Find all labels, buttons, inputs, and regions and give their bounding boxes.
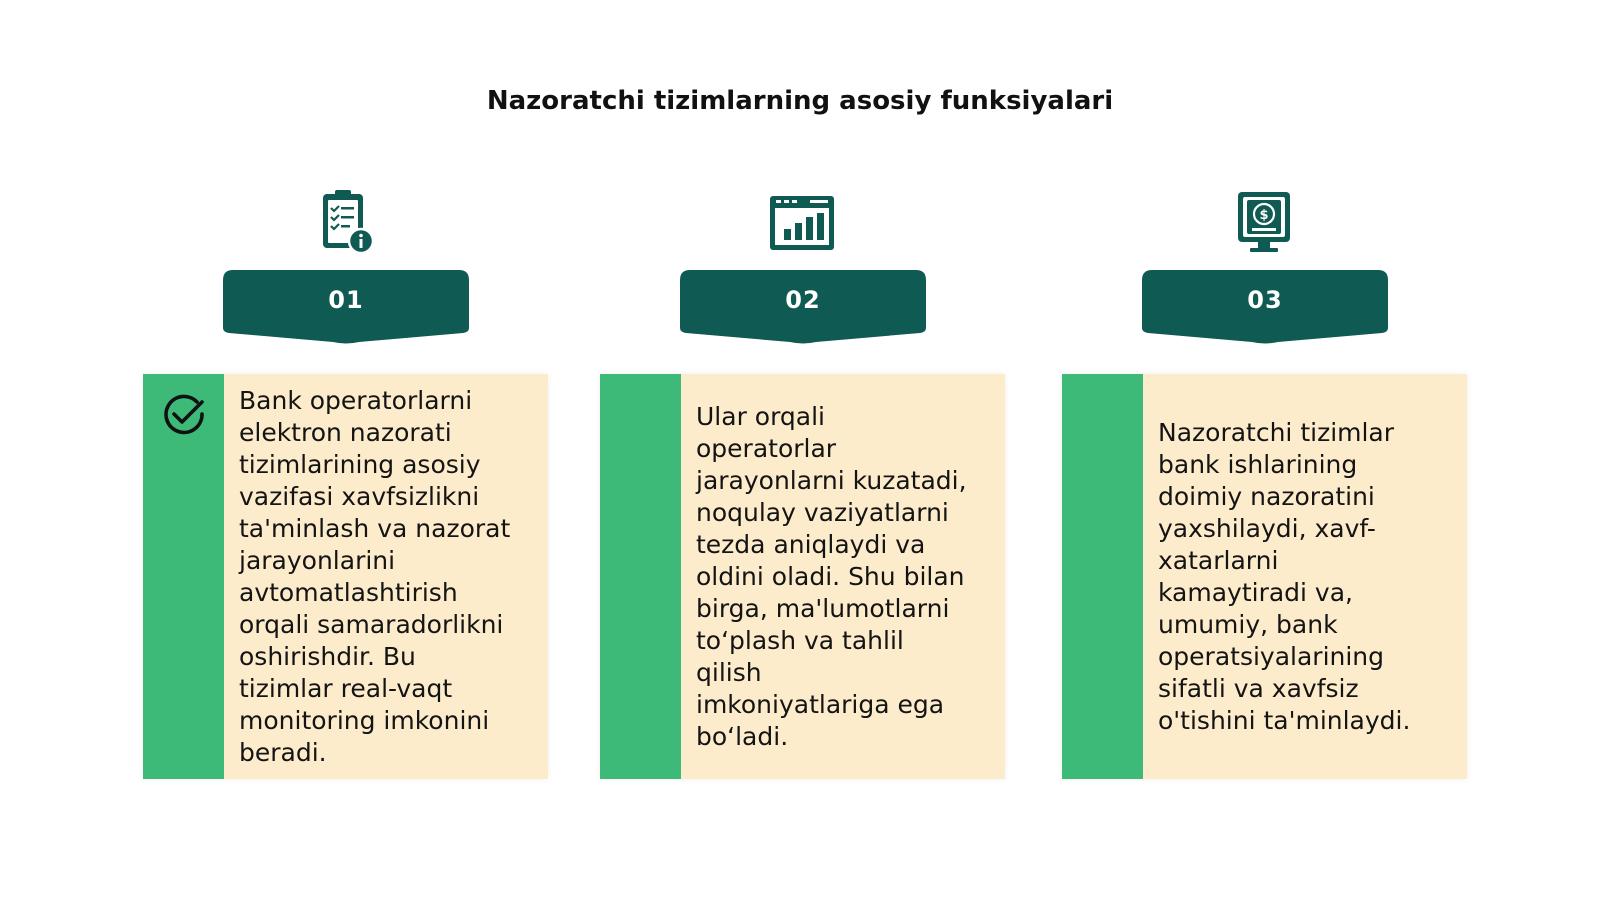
description-text: Nazoratchi tizimlar bank ishlarining doimiy nazoratini yaxshilaydi, xavf- xatarlarni kamaytiradi va, umumiy, bank operatsiyalarining sifatli va xavfsiz o'tishini ta'minlaydi. xyxy=(1158,417,1411,735)
function-column-3 xyxy=(1062,0,1467,900)
page-title: Nazoratchi tizimlarning asosiy funksiyalari xyxy=(486,86,1114,116)
browser-bar-chart-icon xyxy=(766,186,838,258)
number-label: 03 xyxy=(1247,286,1283,314)
description-card-2 xyxy=(600,374,1005,779)
description-text: Ular orqali operatorlar jarayonlarni kuzatadi, noqulay vaziyatlarni tezda aniqlaydi va oldini oladi. Shu bilan birga, ma'lumotlarni to‘plash va tahlil qilish imkoniyatlariga ega bo‘ladi. xyxy=(696,401,967,751)
number-badge-3 xyxy=(1142,270,1388,346)
svg-text:$: $ xyxy=(1259,208,1269,223)
check-circle-icon xyxy=(161,392,207,438)
accent-strip xyxy=(1062,374,1143,779)
accent-strip xyxy=(600,374,681,779)
function-column-1 xyxy=(143,0,548,900)
description-card-1 xyxy=(143,374,548,779)
number-badge-2 xyxy=(680,270,926,346)
number-badge-1 xyxy=(223,270,469,346)
monitor-dollar-icon xyxy=(1228,186,1300,258)
accent-strip xyxy=(143,374,224,779)
function-column-2 xyxy=(600,0,1005,900)
description-text: Bank operatorlarni elektron nazorati tizimlarining asosiy vazifasi xavfsizlikni ta'minlash va nazorat jarayonlarini avtomatlashtirish orqali samaradorlikni oshirishdir. Bu tizimlar real-vaqt monitoring imkonini beradi. xyxy=(239,385,511,767)
description-card-3 xyxy=(1062,374,1467,779)
number-label: 02 xyxy=(785,286,821,314)
number-label: 01 xyxy=(328,286,364,314)
clipboard-checklist-info-icon xyxy=(309,186,381,258)
